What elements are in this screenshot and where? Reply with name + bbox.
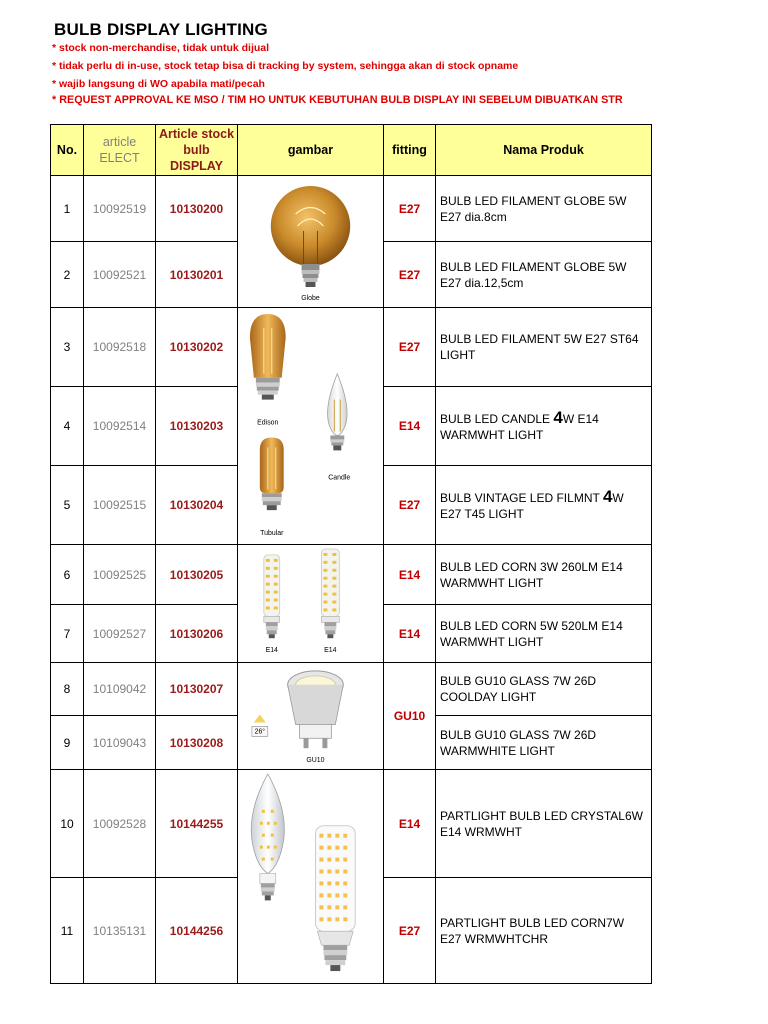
row-name-text: BULB GU10 GLASS 7W 26D WARMWHITE LIGHT <box>440 727 597 758</box>
col-header-stock-line1: Article stock <box>158 127 235 141</box>
row-stock: 10130208 <box>156 716 238 770</box>
row-stock: 10130204 <box>156 466 238 545</box>
row-elect: 10092521 <box>84 242 156 308</box>
row-name-text: PARTLIGHT BULB LED CRYSTAL6W E14 WRMWHT <box>440 808 643 839</box>
row-fitting: E14 <box>384 605 436 663</box>
row-stock: 10130200 <box>156 176 238 242</box>
row-elect: 10092525 <box>84 545 156 605</box>
row-name-text: BULB LED CORN 5W 520LM E14 WARMWHT LIGHT <box>440 618 623 649</box>
col-header-gambar: gambar <box>238 125 384 176</box>
caption-gu10: GU10 <box>306 757 325 765</box>
col-header-article-line1: article <box>102 135 137 149</box>
note-line-1: * stock non-merchandise, tidak untuk dijual <box>52 42 270 54</box>
row-elect: 10109042 <box>84 663 156 716</box>
row-elect: 10092519 <box>84 176 156 242</box>
row-no: 10 <box>51 770 84 878</box>
row-no: 7 <box>51 605 84 663</box>
row-elect: 10135131 <box>84 878 156 984</box>
image-cell-crystal-corn <box>238 770 384 984</box>
row-name <box>436 176 652 242</box>
row-name <box>436 387 652 466</box>
image-cell-globe <box>238 176 384 308</box>
row-name-text: BULB LED FILAMENT GLOBE 5W E27 dia.12,5cm <box>440 259 627 290</box>
note-line-4: * REQUEST APPROVAL KE MSO / TIM HO UNTUK KEBUTUHAN BULB DISPLAY INI SEBELUM DIBUATKAN STR <box>52 94 623 106</box>
row-name-text-a: BULB VINTAGE LED FILMNT <box>440 490 603 505</box>
row-stock: 10130203 <box>156 387 238 466</box>
row-name-text-b: W E14 WARMWHT LIGHT <box>440 411 599 442</box>
row-stock: 10144256 <box>156 878 238 984</box>
page-title: BULB DISPLAY LIGHTING <box>54 20 268 39</box>
row-name <box>436 878 652 984</box>
caption-beam: 26° <box>254 728 266 736</box>
row-name-text: BULB GU10 GLASS 7W 26D COOLDAY LIGHT <box>440 674 597 704</box>
row-fitting: E27 <box>384 242 436 308</box>
caption-edison: Edison <box>257 419 279 427</box>
caption-corn-left: E14 <box>265 647 278 655</box>
row-name <box>436 242 652 308</box>
col-header-article <box>84 125 156 176</box>
crystal-corn-bulbs-icon <box>238 770 383 983</box>
table-row <box>51 770 652 878</box>
row-fitting: E27 <box>384 878 436 984</box>
row-name-wattage: 4 <box>553 407 563 427</box>
table-row <box>51 545 652 605</box>
col-header-fitting: fitting <box>384 125 436 176</box>
table-row <box>51 663 652 716</box>
col-header-nama: Nama Produk <box>436 125 652 176</box>
row-elect: 10092514 <box>84 387 156 466</box>
row-fitting: E14 <box>384 770 436 878</box>
row-stock: 10130205 <box>156 545 238 605</box>
row-elect: 10092527 <box>84 605 156 663</box>
gu10-bulb-icon <box>238 663 383 769</box>
row-no: 8 <box>51 663 84 716</box>
row-name-text-b: W E27 T45 LIGHT <box>440 490 624 521</box>
globe-bulb-icon <box>238 176 383 307</box>
row-no: 5 <box>51 466 84 545</box>
row-fitting: E27 <box>384 176 436 242</box>
row-stock: 10130206 <box>156 605 238 663</box>
caption-globe: Globe <box>301 294 320 303</box>
row-no: 3 <box>51 308 84 387</box>
row-name <box>436 605 652 663</box>
row-stock: 10130207 <box>156 663 238 716</box>
image-cell-edison-candle-tubular <box>238 308 384 545</box>
row-no: 2 <box>51 242 84 308</box>
caption-tubular: Tubular <box>260 530 284 538</box>
row-name-text: BULB LED CORN 3W 260LM E14 WARMWHT LIGHT <box>440 559 623 590</box>
bulb-table <box>50 124 652 984</box>
row-name <box>436 770 652 878</box>
caption-corn-right: E14 <box>324 647 337 655</box>
row-name-text: PARTLIGHT BULB LED CORN7W E27 WRMWHTCHR <box>440 915 625 946</box>
corn-bulbs-icon <box>238 545 383 662</box>
row-no: 11 <box>51 878 84 984</box>
row-name <box>436 545 652 605</box>
col-header-article-line2: ELECT <box>99 151 140 165</box>
vintage-bulbs-icon <box>238 308 383 544</box>
row-no: 6 <box>51 545 84 605</box>
col-header-no: No. <box>51 125 84 176</box>
row-name-text: BULB LED FILAMENT GLOBE 5W E27 dia.8cm <box>440 193 627 224</box>
row-elect: 10109043 <box>84 716 156 770</box>
row-no: 9 <box>51 716 84 770</box>
row-stock: 10130202 <box>156 308 238 387</box>
image-cell-gu10 <box>238 663 384 770</box>
table-header-row <box>51 125 652 176</box>
row-fitting: E14 <box>384 387 436 466</box>
table-row <box>51 176 652 242</box>
row-name <box>436 663 652 716</box>
row-fitting: E27 <box>384 466 436 545</box>
row-fitting: GU10 <box>384 663 436 770</box>
row-name-text-a: BULB LED CANDLE <box>440 411 554 426</box>
note-line-3: * wajib langsung di WO apabila mati/pecah <box>52 78 265 90</box>
row-stock: 10130201 <box>156 242 238 308</box>
table-row <box>51 308 652 387</box>
row-fitting: E14 <box>384 545 436 605</box>
row-name <box>436 466 652 545</box>
row-name <box>436 308 652 387</box>
row-elect: 10092515 <box>84 466 156 545</box>
image-cell-corn-e14 <box>238 545 384 663</box>
row-name-wattage: 4 <box>602 486 613 506</box>
note-line-2: * tidak perlu di in-use, stock tetap bisa di tracking by system, sehingga akan di stock opname <box>52 60 519 72</box>
caption-candle: Candle <box>328 474 351 482</box>
col-header-stock <box>156 125 238 176</box>
row-name <box>436 716 652 770</box>
row-fitting: E27 <box>384 308 436 387</box>
row-name-text: BULB LED FILAMENT 5W E27 ST64 LIGHT <box>440 332 639 362</box>
col-header-stock-line2: bulb DISPLAY <box>169 143 224 173</box>
row-elect: 10092528 <box>84 770 156 878</box>
row-elect: 10092518 <box>84 308 156 387</box>
row-no: 4 <box>51 387 84 466</box>
row-stock: 10144255 <box>156 770 238 878</box>
row-no: 1 <box>51 176 84 242</box>
